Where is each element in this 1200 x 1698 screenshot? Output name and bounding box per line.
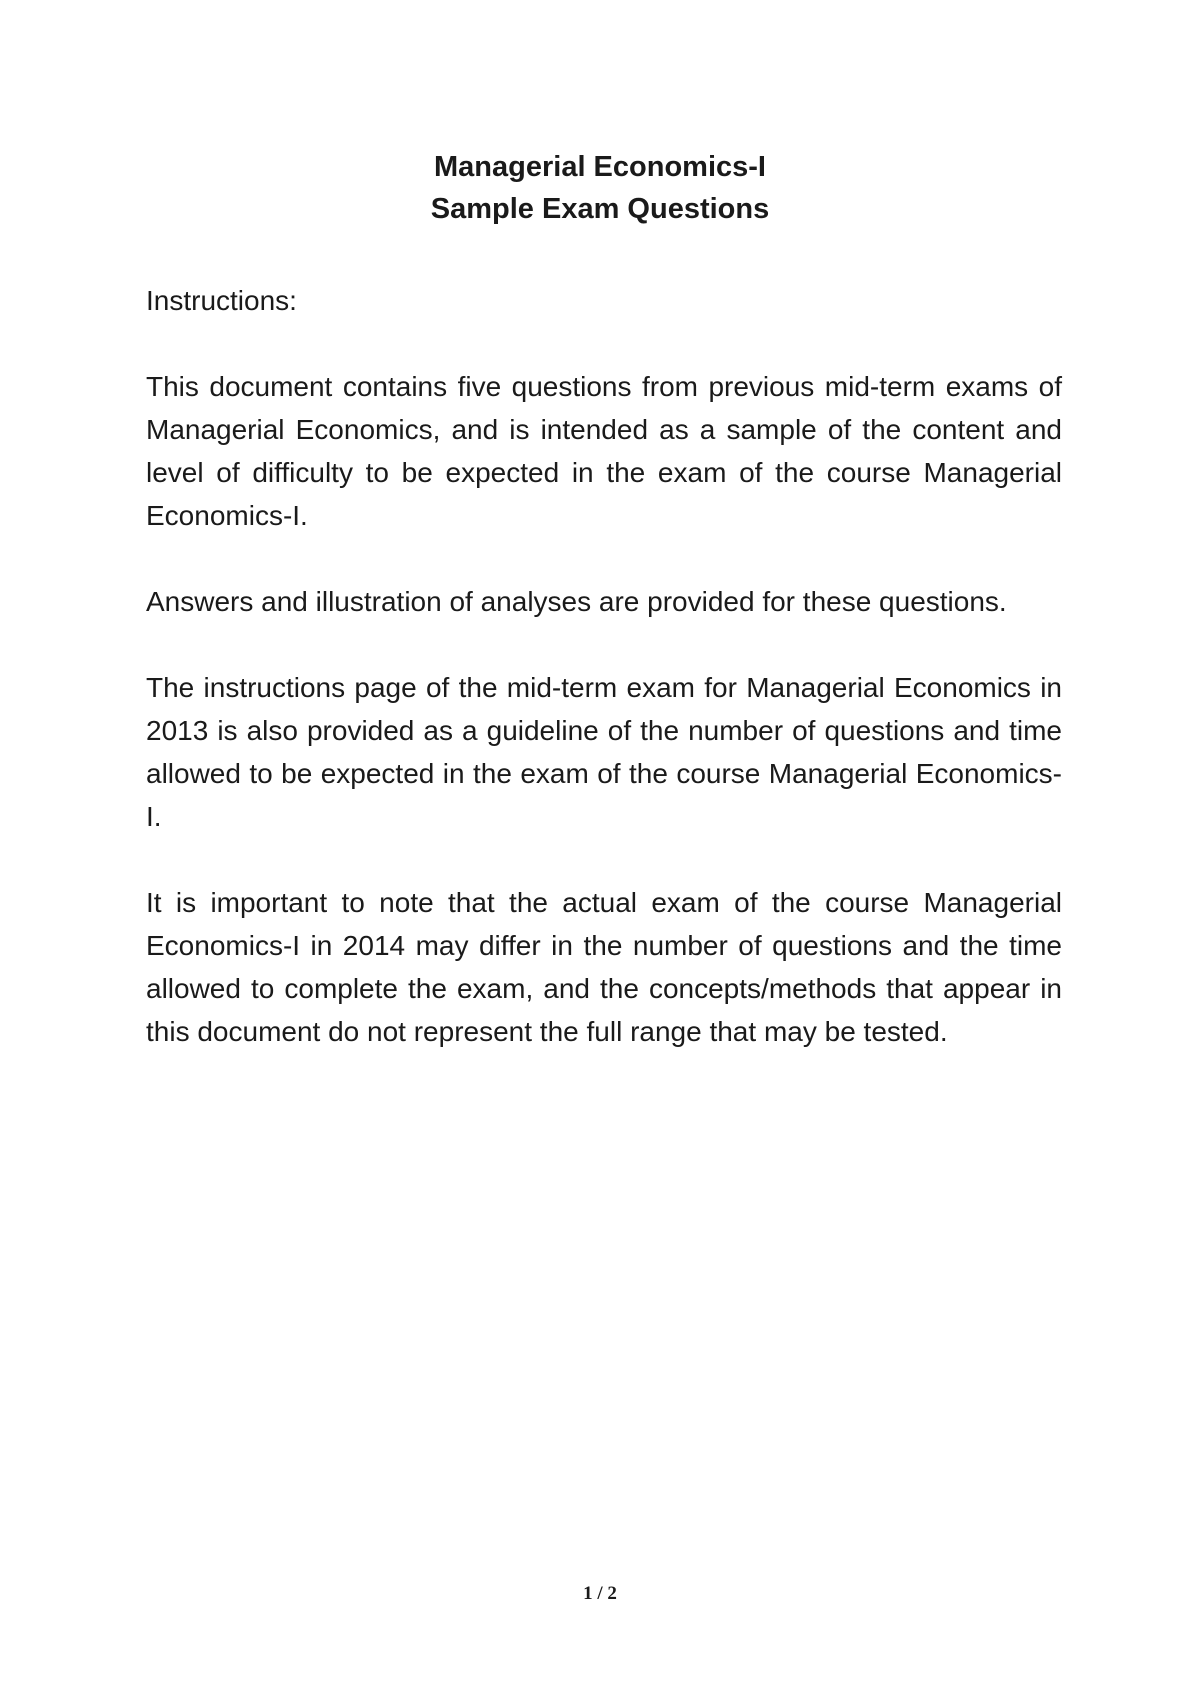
paragraph-answers: Answers and illustration of analyses are provided for these questions. [146, 586, 1007, 617]
instructions-heading: Instructions: [146, 285, 297, 316]
paragraph-disclaimer: It is important to note that the actual exam of the course Managerial Economics-I in 2014 may differ in the number of questions and the time allowed to complete the exam, and the concepts/methods that appear in this document do not represent the full range that may be tested. [146, 887, 1062, 1047]
page-number: 1 / 2 [583, 1583, 617, 1604]
title-line-course: Managerial Economics-I [434, 151, 766, 183]
paragraph-intro: This document contains five questions from previous mid-term exams of Managerial Economics, and is intended as a sample of the content and level of difficulty to be expected in the exam of the course Managerial Economics-I. [146, 371, 1062, 531]
title-line-subtitle: Sample Exam Questions [430, 193, 770, 225]
document-body [146, 279, 1062, 1096]
paragraph-guideline: The instructions page of the mid-term exam for Managerial Economics in 2013 is also provided as a guideline of the number of questions and time allowed to be expected in the exam of the course Managerial Economics-I. [146, 672, 1062, 832]
document-title [0, 146, 1200, 230]
